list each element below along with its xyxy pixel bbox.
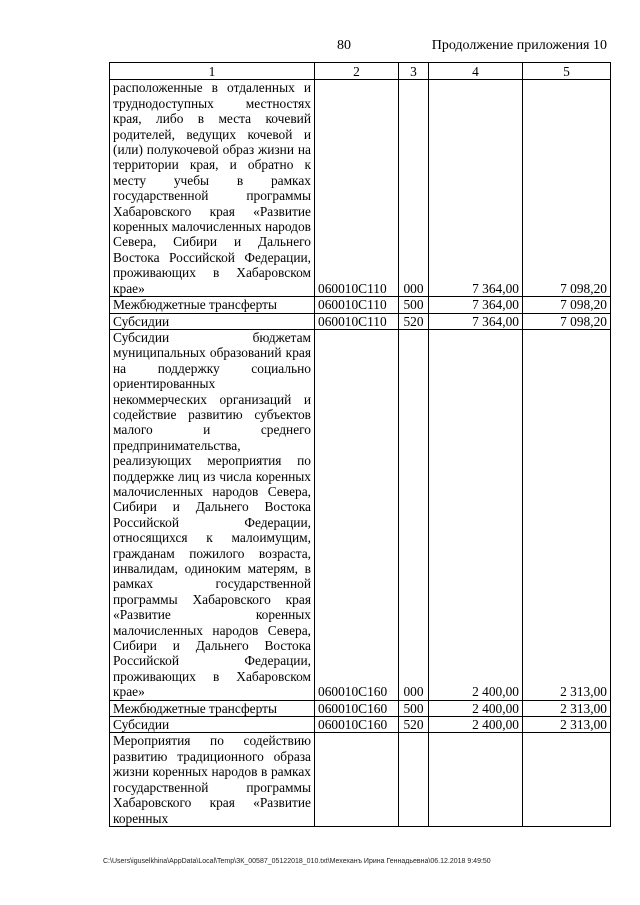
budget-table [109,62,611,827]
row-sum-col5: 7 098,20 [523,297,611,313]
row-expense-type: 500 [399,297,429,313]
appendix-continuation-note: Продолжение приложения 10 [431,38,607,53]
row-target-code: 060010С110 [315,313,399,329]
row-name: Межбюджетные трансферты [110,297,315,313]
row-name: Межбюджетные трансферты [110,700,315,716]
table-row [110,80,611,297]
row-sum-col4: 2 400,00 [429,717,523,733]
row-name: Субсидии [110,313,315,329]
row-name: расположенные в отдаленных и труднодоступных местностях края, либо в места кочевий родителей, ведущих кочевой и (или) полукочевой образ жизни на территории края, и обратно к месту учебы в рамках государственной программы Хабаровского края «Развитие коренных малочисленных народов Севера, Сибири и Дальнего Востока Российской Федерации, проживающих в Хабаровском крае» [110,80,315,297]
table-row [110,733,611,826]
row-target-code: 060010С160 [315,700,399,716]
row-sum-col4: 7 364,00 [429,297,523,313]
row-name: Мероприятия по содействию развитию традиционного образа жизни коренных народов в рамках государственной программы Хабаровского края «Развитие коренных [110,733,315,826]
footer-file-path: C:\Users\iguselkhina\AppData\Local\Temp\ЗК_00587_05122018_010.txt\Мехеханъ Ирина Геннадьевна\06.12.2018 9:49:50 [103,858,491,865]
table-row [110,717,611,733]
column-header-2: 2 [315,63,399,80]
row-target-code: 060010С160 [315,329,399,700]
row-sum-col4: 7 364,00 [429,313,523,329]
column-header-1: 1 [110,63,315,80]
row-sum-col4: 2 400,00 [429,700,523,716]
page-number: 80 [337,38,351,53]
column-header-4: 4 [429,63,523,80]
row-target-code: 060010С110 [315,297,399,313]
row-target-code [315,733,399,826]
row-expense-type: 000 [399,80,429,297]
column-number-row [110,63,611,80]
row-sum-col5 [523,733,611,826]
row-expense-type [399,733,429,826]
row-expense-type: 520 [399,717,429,733]
row-sum-col5: 7 098,20 [523,313,611,329]
row-sum-col5: 2 313,00 [523,717,611,733]
table-row [110,297,611,313]
row-sum-col5: 2 313,00 [523,700,611,716]
row-sum-col5: 2 313,00 [523,329,611,700]
row-name: Субсидии [110,717,315,733]
row-sum-col5: 7 098,20 [523,80,611,297]
row-expense-type: 520 [399,313,429,329]
row-sum-col4: 7 364,00 [429,80,523,297]
column-header-5: 5 [523,63,611,80]
row-name: Субсидии бюджетам муниципальных образований края на поддержку социально ориентированных некоммерческих организаций и содействие развитию субъектов малого и среднего предпринимательства, реализующих мероприятия по поддержке лиц из числа коренных малочисленных народов Севера, Сибири и Дальнего Востока Российской Федерации, относящихся к малоимущим, гражданам пожилого возраста, инвалидам, одиноким матерям, в рамках государственной программы Хабаровского края «Развитие коренных малочисленных народов Севера, Сибири и Дальнего Востока Российской Федерации, проживающих в Хабаровском крае» [110,329,315,700]
row-sum-col4: 2 400,00 [429,329,523,700]
row-expense-type: 500 [399,700,429,716]
column-header-3: 3 [399,63,429,80]
row-sum-col4 [429,733,523,826]
row-target-code: 060010С110 [315,80,399,297]
row-expense-type: 000 [399,329,429,700]
table-row [110,329,611,700]
table-row [110,313,611,329]
table-row [110,700,611,716]
row-target-code: 060010С160 [315,717,399,733]
